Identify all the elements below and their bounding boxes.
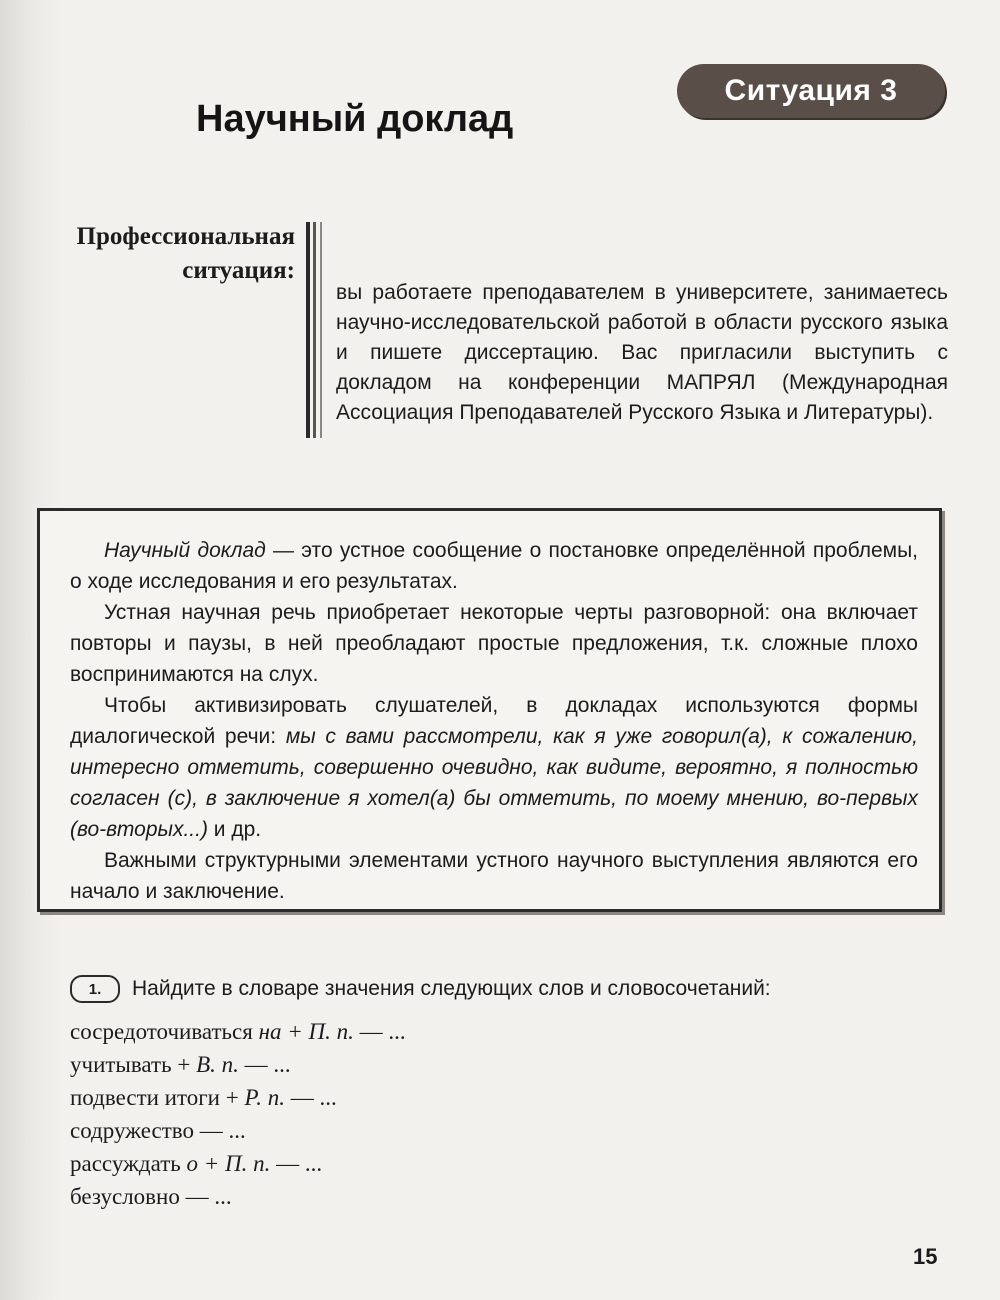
vocab-blank: — ... <box>193 1118 246 1143</box>
vocab-government: о + П. п. <box>186 1151 271 1176</box>
dialogic-forms-paragraph <box>70 690 918 845</box>
vocab-blank: — ... <box>353 1019 406 1044</box>
professional-text-paragraph: вы работаете преподавателем в университете, занимаетесь научно-исследовательской работой в области русского языка и пишете диссертацию. Вас пригласили выступить с докладом на конференции МАПРЯЛ (Международная Ассоциация Преподавателей Русского Языка и Литературы). <box>336 281 948 424</box>
vocabulary-item <box>70 1048 950 1081</box>
vocabulary-item <box>70 1015 950 1048</box>
vocab-word: безусловно <box>70 1184 180 1209</box>
term-italic: Научный доклад <box>104 539 266 562</box>
definition-box <box>37 508 942 912</box>
divider-bar <box>313 222 316 438</box>
dialogic-examples: мы с вами рассмотрели, как я уже говорил(а), к сожалению, интересно отметить, совершенно очевидно, как видите, вероятно, я полностью согласен (с), в заключение я хотел(а) бы отметить, по моему мнению, во-первых (во-вторых...) <box>70 725 918 841</box>
situation-badge <box>677 64 945 118</box>
exercise-instruction: Найдите в словаре значения следующих слов и словосочетаний: <box>132 977 771 1000</box>
page-title: Научный доклад <box>196 98 514 140</box>
page-number: 15 <box>913 1244 938 1269</box>
divider-bar <box>320 222 322 438</box>
vocabulary-list <box>70 1015 950 1213</box>
vocab-blank: — ... <box>284 1085 337 1110</box>
vocab-government: на + П. п. <box>258 1019 354 1044</box>
vocab-word: сосредоточиваться <box>70 1019 259 1044</box>
exercise-1 <box>70 975 950 1213</box>
speech-features-paragraph: Устная научная речь приобретает некоторые черты разговорной: она включает повторы и паузы, в ней преобладают простые предложения, т.к. сложные плохо воспринимаются на слух. <box>70 601 918 686</box>
definition-text: — это устное сообщение о постановке определённой проблемы, о ходе исследования и его результатах. <box>70 539 918 593</box>
structure-paragraph: Важными структурными элементами устного научного выступления являются его начало и заключение. <box>70 849 918 903</box>
vocab-blank: — ... <box>238 1052 291 1077</box>
professional-label-line2: ситуация: <box>182 257 295 284</box>
vocab-blank: — ... <box>270 1151 323 1176</box>
vocab-government: В. п. <box>196 1052 239 1077</box>
definition-content <box>70 535 918 907</box>
vocabulary-item <box>70 1147 950 1180</box>
vocabulary-item <box>70 1180 950 1213</box>
vocab-blank: — ... <box>179 1184 232 1209</box>
vocabulary-item <box>70 1114 950 1147</box>
situation-badge-label: Ситуация 3 <box>724 74 898 107</box>
vocabulary-item <box>70 1081 950 1114</box>
vocab-government: Р. п. <box>244 1085 285 1110</box>
professional-label-line1: Профессиональная <box>76 223 295 250</box>
exercise-number-badge: 1. <box>70 975 120 1003</box>
vocab-word: содружество <box>70 1118 194 1143</box>
vocab-word: учитывать + <box>70 1052 197 1077</box>
dialogic-intro: Чтобы активизировать слушателей, в докладах используются формы диалогической речи: <box>70 694 918 748</box>
exercise-header <box>70 975 950 1003</box>
professional-situation-label <box>40 220 295 288</box>
vocab-word: подвести итоги + <box>70 1085 245 1110</box>
professional-situation-text <box>336 278 948 428</box>
divider-bar <box>306 222 310 438</box>
vocab-word: рассуждать <box>70 1151 187 1176</box>
dialogic-end: и др. <box>207 818 262 841</box>
definition-paragraph <box>70 535 918 597</box>
